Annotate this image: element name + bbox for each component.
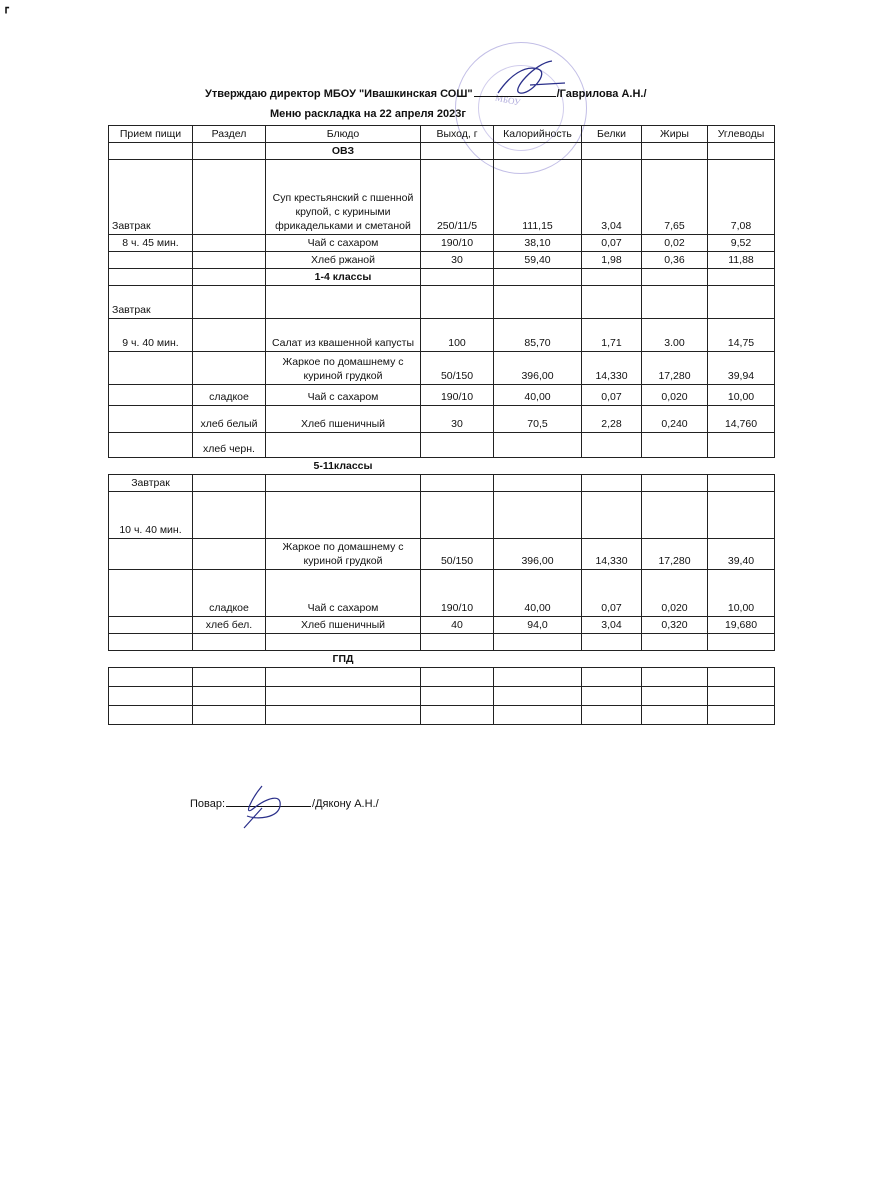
column-header: Выход, г (421, 126, 494, 143)
dish-cell: Хлеб ржаной (266, 252, 421, 269)
carbs-cell: 14,760 (708, 406, 775, 433)
meal-cell: 8 ч. 45 мин. (109, 235, 193, 252)
kcal-cell (494, 706, 582, 725)
section-title: ГПД (332, 653, 354, 665)
section-title: ОВЗ (266, 143, 421, 160)
carbs-cell: 7,08 (708, 160, 775, 235)
protein-cell (582, 433, 642, 458)
table-row (109, 385, 775, 406)
kcal-cell (494, 475, 582, 492)
table-row (109, 252, 775, 269)
carbs-cell: 11,88 (708, 252, 775, 269)
section-cell (193, 319, 266, 352)
kcal-cell: 396,00 (494, 352, 582, 385)
carbs-cell (708, 706, 775, 725)
kcal-cell (494, 668, 582, 687)
dish-cell (266, 433, 421, 458)
yield-cell (421, 286, 494, 319)
carbs-cell (708, 634, 775, 651)
director-signature (490, 55, 570, 108)
empty-cell (421, 269, 494, 286)
kcal-cell (494, 286, 582, 319)
carbs-cell: 10,00 (708, 385, 775, 406)
kcal-cell: 396,00 (494, 539, 582, 570)
section-cell (193, 539, 266, 570)
yield-cell: 30 (421, 252, 494, 269)
table-row (109, 160, 775, 235)
yield-cell (421, 668, 494, 687)
table-row (109, 634, 775, 651)
protein-cell: 0,07 (582, 235, 642, 252)
protein-cell: 0,07 (582, 385, 642, 406)
column-header: Углеводы (708, 126, 775, 143)
yield-cell: 190/10 (421, 385, 494, 406)
section-cell: хлеб белый (193, 406, 266, 433)
empty-cell (582, 269, 642, 286)
yield-cell (421, 706, 494, 725)
empty-cell (109, 269, 193, 286)
section-cell (193, 706, 266, 725)
dish-cell (266, 668, 421, 687)
section-cell: хлеб черн. (193, 433, 266, 458)
column-header: Раздел (193, 126, 266, 143)
table-row (109, 570, 775, 617)
fat-cell (642, 475, 708, 492)
empty-cell (421, 458, 775, 475)
section-cell (193, 475, 266, 492)
section-cell (193, 286, 266, 319)
kcal-cell: 85,70 (494, 319, 582, 352)
dish-cell (266, 687, 421, 706)
page-title: Меню раскладка на 22 апреля 2023г (270, 108, 466, 120)
dish-cell (266, 706, 421, 725)
kcal-cell (494, 687, 582, 706)
fat-cell: 3.00 (642, 319, 708, 352)
column-header: Белки (582, 126, 642, 143)
kcal-cell: 111,15 (494, 160, 582, 235)
yield-cell: 50/150 (421, 539, 494, 570)
table-row (109, 539, 775, 570)
meal-cell: Завтрак (109, 475, 193, 492)
yield-cell (421, 475, 494, 492)
meal-cell (109, 252, 193, 269)
dish-cell: Чай с сахаром (266, 570, 421, 617)
fat-cell (642, 433, 708, 458)
fat-cell: 17,280 (642, 539, 708, 570)
kcal-cell: 70,5 (494, 406, 582, 433)
kcal-cell: 59,40 (494, 252, 582, 269)
carbs-cell: 19,680 (708, 617, 775, 634)
cook-label: Повар: (190, 798, 226, 810)
fat-cell: 0,36 (642, 252, 708, 269)
meal-cell (109, 687, 193, 706)
fat-cell: 0,020 (642, 385, 708, 406)
fat-cell (642, 492, 708, 539)
meal-cell: Завтрак (109, 286, 193, 319)
dish-cell (266, 286, 421, 319)
empty-cell (708, 143, 775, 160)
dish-cell (266, 475, 421, 492)
empty-cell (421, 651, 775, 668)
column-header: Блюдо (266, 126, 421, 143)
protein-cell: 14,330 (582, 352, 642, 385)
empty-cell (494, 269, 582, 286)
meal-cell (109, 706, 193, 725)
cook-name: /Дякону А.Н./ (312, 798, 379, 810)
empty-cell (421, 143, 494, 160)
kcal-cell (494, 492, 582, 539)
section-cell (193, 252, 266, 269)
section-cell (193, 352, 266, 385)
yield-cell (421, 687, 494, 706)
meal-cell (109, 634, 193, 651)
fat-cell (642, 668, 708, 687)
table-row (109, 352, 775, 385)
fat-cell (642, 286, 708, 319)
yield-cell: 50/150 (421, 352, 494, 385)
meal-cell: 10 ч. 40 мин. (109, 492, 193, 539)
table-row (109, 492, 775, 539)
protein-cell: 1,98 (582, 252, 642, 269)
section-cell (193, 492, 266, 539)
meal-cell (109, 617, 193, 634)
carbs-cell (708, 475, 775, 492)
protein-cell (582, 706, 642, 725)
empty-cell (193, 143, 266, 160)
table-row (109, 475, 775, 492)
empty-cell (109, 458, 266, 475)
meal-cell (109, 668, 193, 687)
carbs-cell (708, 668, 775, 687)
section-row (109, 651, 775, 668)
protein-cell: 1,71 (582, 319, 642, 352)
dish-cell: Хлеб пшеничный (266, 617, 421, 634)
section-cell (193, 634, 266, 651)
carbs-cell (708, 687, 775, 706)
table-row (109, 433, 775, 458)
column-header: Калорийность (494, 126, 582, 143)
fat-cell: 7,65 (642, 160, 708, 235)
meal-cell (109, 385, 193, 406)
carbs-cell: 39,94 (708, 352, 775, 385)
carbs-cell: 39,40 (708, 539, 775, 570)
yield-cell (421, 492, 494, 539)
protein-cell: 2,28 (582, 406, 642, 433)
empty-cell (642, 269, 708, 286)
kcal-cell: 94,0 (494, 617, 582, 634)
table-row (109, 235, 775, 252)
yield-cell: 190/10 (421, 570, 494, 617)
stamp-label: МБОУ (494, 92, 522, 108)
empty-cell (494, 143, 582, 160)
section-cell: сладкое (193, 570, 266, 617)
table-row (109, 617, 775, 634)
meal-cell: 9 ч. 40 мин. (109, 319, 193, 352)
section-cell (193, 235, 266, 252)
carbs-cell (708, 433, 775, 458)
carbs-cell: 10,00 (708, 570, 775, 617)
protein-cell (582, 668, 642, 687)
meal-cell (109, 539, 193, 570)
table-row (109, 687, 775, 706)
section-row (109, 458, 775, 475)
kcal-cell (494, 634, 582, 651)
carbs-cell: 14,75 (708, 319, 775, 352)
meal-cell (109, 352, 193, 385)
carbs-cell (708, 492, 775, 539)
section-cell (193, 160, 266, 235)
dish-cell (266, 634, 421, 651)
empty-cell (109, 651, 266, 668)
section-row (109, 143, 775, 160)
fat-cell (642, 634, 708, 651)
dish-cell: Салат из квашенной капусты (266, 319, 421, 352)
yield-cell: 100 (421, 319, 494, 352)
dish-cell: Жаркое по домашнему с куриной грудкой (266, 539, 421, 570)
fat-cell: 0,02 (642, 235, 708, 252)
fat-cell: 0,240 (642, 406, 708, 433)
cook-signature (232, 778, 302, 838)
dish-cell: Жаркое по домашнему с куриной грудкой (266, 352, 421, 385)
table-header (109, 126, 775, 143)
protein-cell (582, 687, 642, 706)
meal-cell: Завтрак (109, 160, 193, 235)
section-row (109, 269, 775, 286)
protein-cell (582, 286, 642, 319)
table-row (109, 668, 775, 687)
carbs-cell: 9,52 (708, 235, 775, 252)
meal-cell (109, 570, 193, 617)
fat-cell (642, 706, 708, 725)
dish-cell: Хлеб пшеничный (266, 406, 421, 433)
approval-name: /Гаврилова А.Н./ (556, 88, 647, 100)
protein-cell: 0,07 (582, 570, 642, 617)
kcal-cell (494, 433, 582, 458)
protein-cell: 3,04 (582, 617, 642, 634)
yield-cell (421, 634, 494, 651)
protein-cell (582, 475, 642, 492)
table-row (109, 319, 775, 352)
menu-table (108, 125, 775, 725)
protein-cell: 3,04 (582, 160, 642, 235)
section-title: 1-4 классы (266, 269, 421, 286)
empty-cell (109, 143, 193, 160)
yield-cell (421, 433, 494, 458)
column-header: Жиры (642, 126, 708, 143)
section-cell: сладкое (193, 385, 266, 406)
meal-cell (109, 433, 193, 458)
corner-mark: ┏ (3, 3, 10, 14)
protein-cell (582, 492, 642, 539)
protein-cell (582, 634, 642, 651)
approval-line (205, 86, 647, 100)
dish-cell: Чай с сахаром (266, 235, 421, 252)
dish-cell: Чай с сахаром (266, 385, 421, 406)
empty-cell (642, 143, 708, 160)
yield-cell: 40 (421, 617, 494, 634)
approval-prefix: Утверждаю директор МБОУ "Ивашкинская СОШ" (205, 88, 473, 100)
yield-cell: 250/11/5 (421, 160, 494, 235)
section-cell (193, 687, 266, 706)
empty-cell (582, 143, 642, 160)
table-row (109, 406, 775, 433)
fat-cell (642, 687, 708, 706)
yield-cell: 30 (421, 406, 494, 433)
table-row (109, 706, 775, 725)
column-header: Прием пищи (109, 126, 193, 143)
table-row (109, 286, 775, 319)
section-cell: хлеб бел. (193, 617, 266, 634)
fat-cell: 17,280 (642, 352, 708, 385)
dish-cell: Суп крестьянский с пшенной крупой, с куриными фрикадельками и сметаной (266, 160, 421, 235)
yield-cell: 190/10 (421, 235, 494, 252)
meal-cell (109, 406, 193, 433)
fat-cell: 0,320 (642, 617, 708, 634)
fat-cell: 0,020 (642, 570, 708, 617)
empty-cell (193, 269, 266, 286)
protein-cell: 14,330 (582, 539, 642, 570)
carbs-cell (708, 286, 775, 319)
dish-cell (266, 492, 421, 539)
section-title: 5-11классы (313, 460, 373, 472)
section-cell (193, 668, 266, 687)
kcal-cell: 38,10 (494, 235, 582, 252)
kcal-cell: 40,00 (494, 570, 582, 617)
empty-cell (708, 269, 775, 286)
kcal-cell: 40,00 (494, 385, 582, 406)
